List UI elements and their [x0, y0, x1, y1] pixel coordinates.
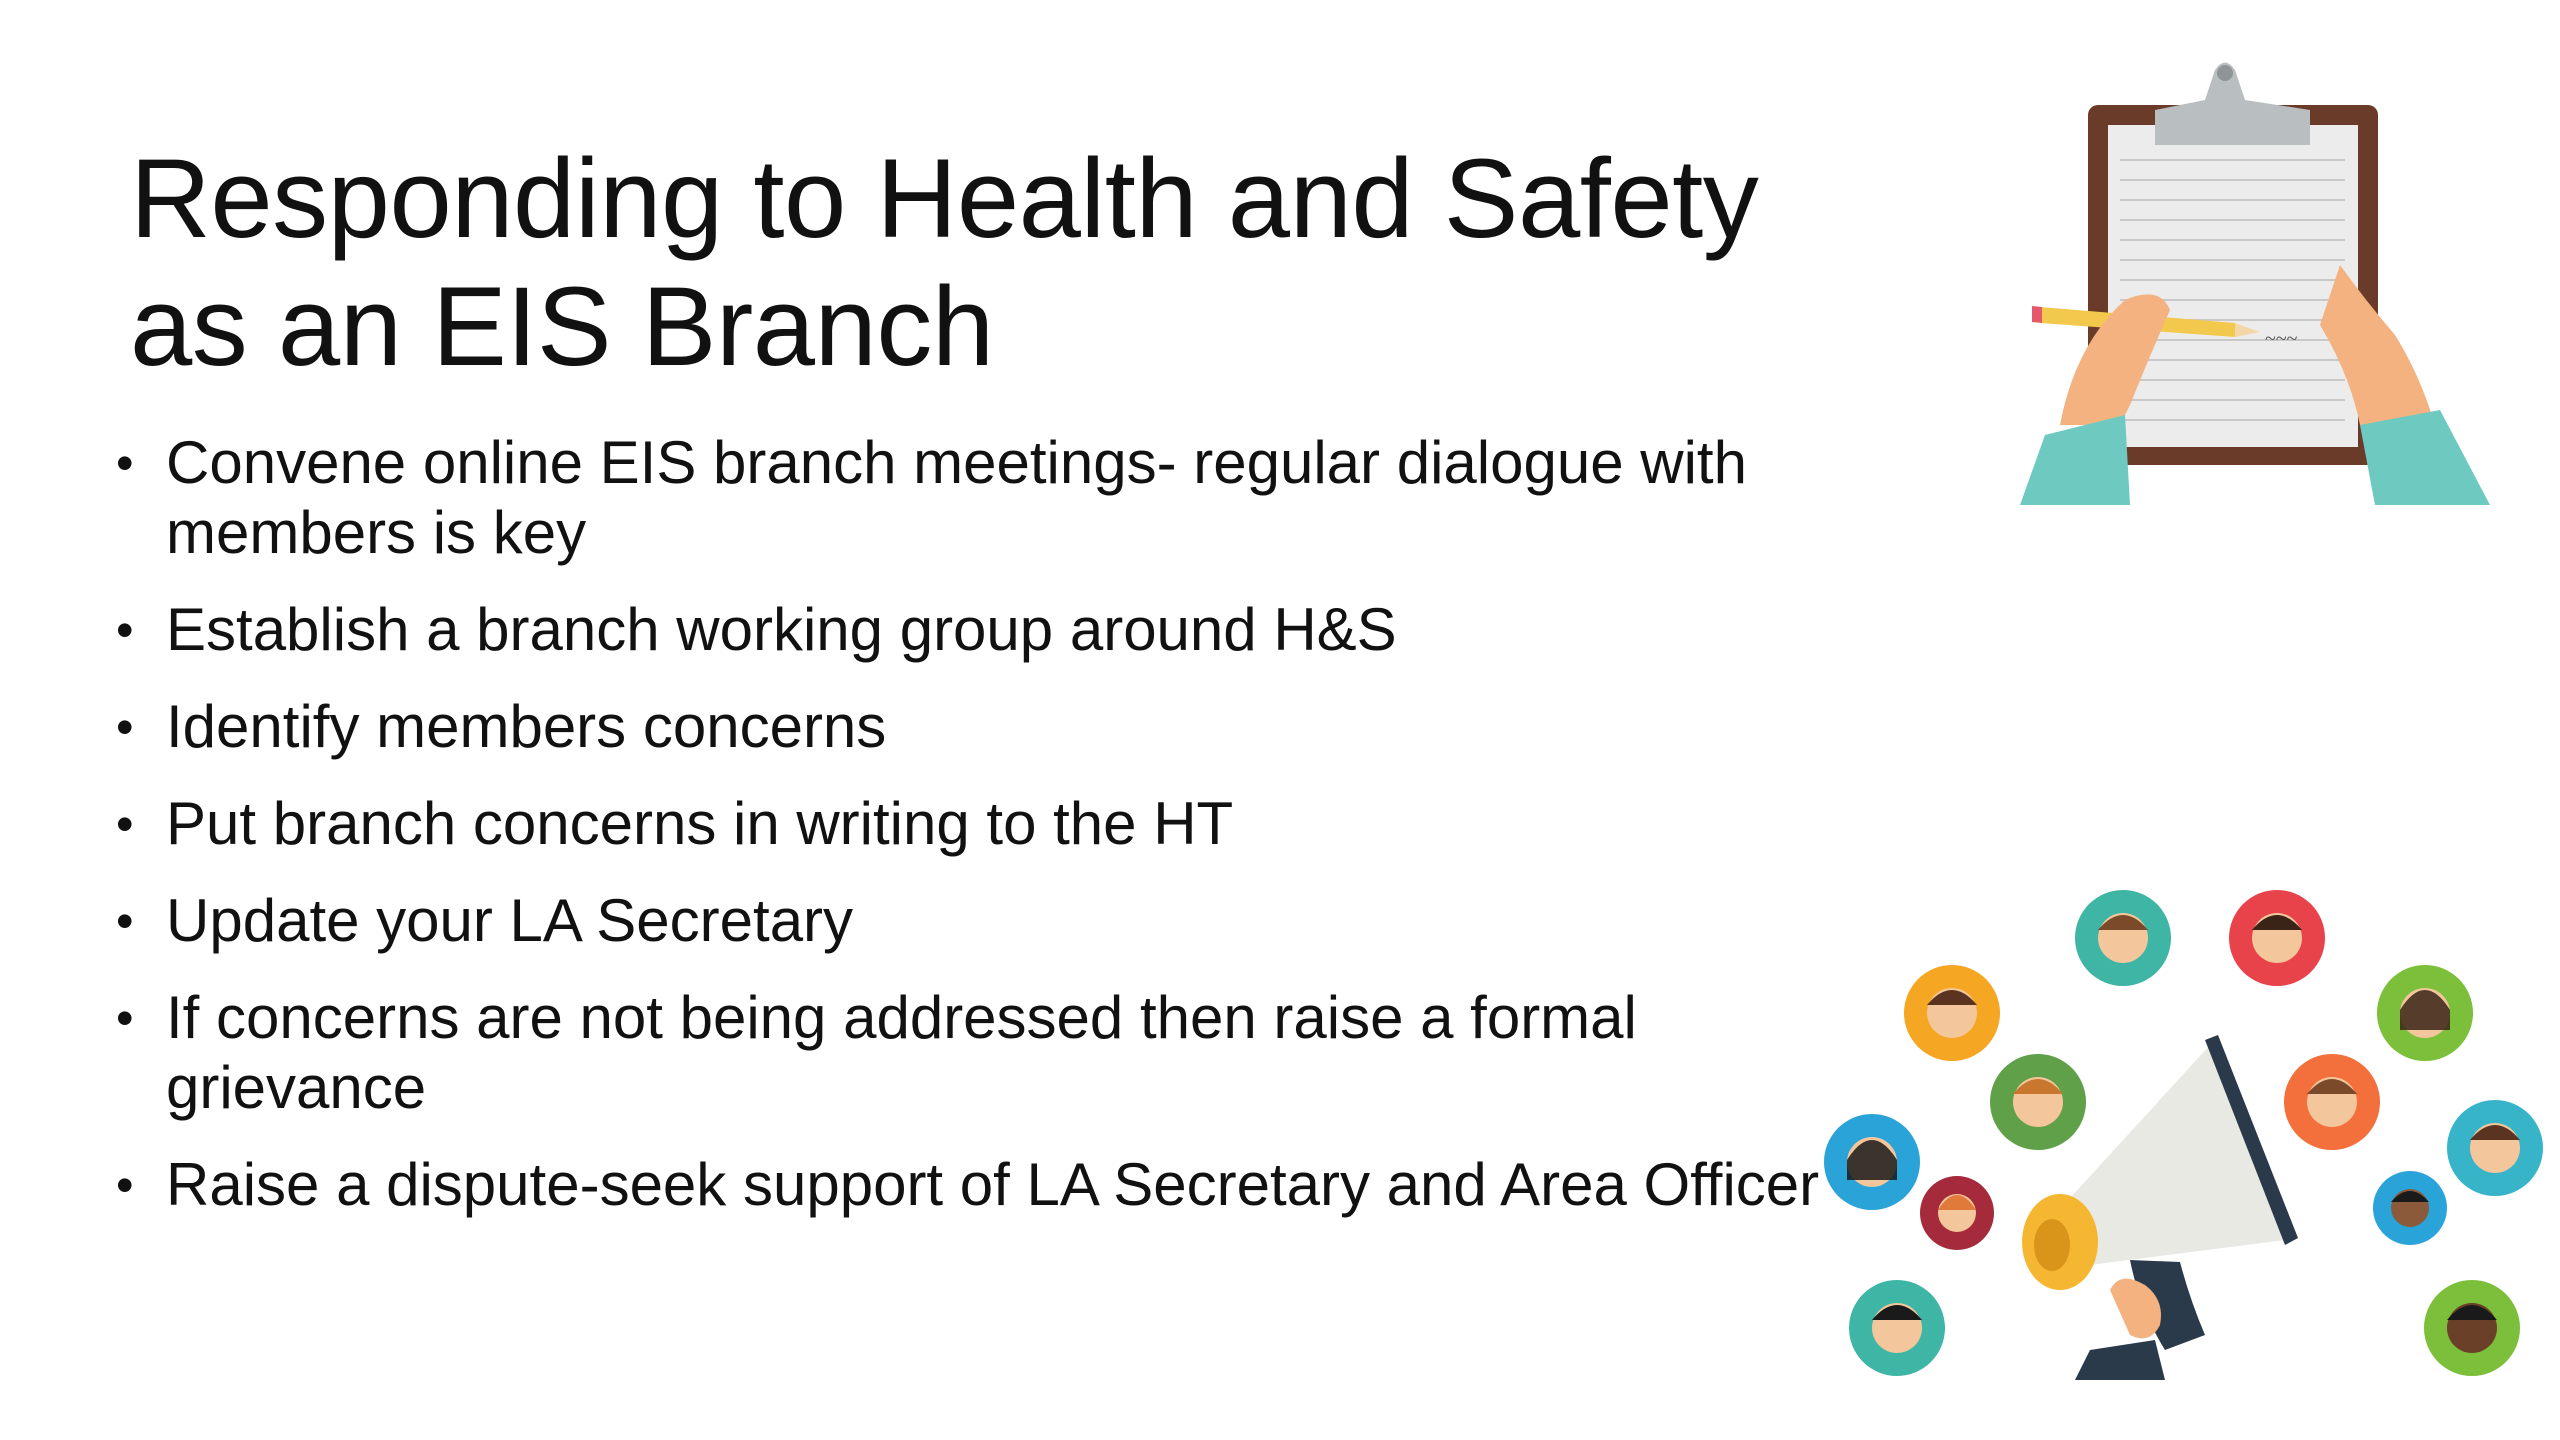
avatar-icon: [2373, 1171, 2447, 1245]
avatar-icon: [2075, 890, 2171, 986]
title-line-2: as an EIS Branch: [130, 264, 994, 389]
bullet-dot: •: [116, 1157, 134, 1213]
bullet-text: Convene online EIS branch meetings- regular dialogue with members is key: [166, 429, 1747, 566]
avatar-icon: [2377, 965, 2473, 1061]
bullet-text: Identify members concerns: [166, 693, 887, 760]
avatar-icon: [1920, 1176, 1994, 1250]
avatar-icon: [1904, 965, 2000, 1061]
bullet-item: [112, 886, 1902, 956]
bullet-dot: •: [116, 893, 134, 949]
bullet-item: [112, 983, 1902, 1123]
avatar-icon: [2447, 1100, 2543, 1196]
bullet-list: [112, 428, 1902, 1247]
bullet-text: Raise a dispute-seek support of LA Secretary and Area Officer: [166, 1151, 1820, 1218]
bullet-dot: •: [116, 602, 134, 658]
slide-title: [130, 135, 1890, 391]
bullet-item: [112, 789, 1902, 859]
title-line-1: Responding to Health and Safety: [130, 136, 1759, 261]
bullet-dot: •: [116, 699, 134, 755]
bullet-dot: •: [116, 796, 134, 852]
clipboard-writing-illustration: [2020, 45, 2490, 510]
bullet-dot: •: [116, 990, 134, 1046]
clipboard-icon: [2088, 63, 2378, 466]
bullet-text: Put branch concerns in writing to the HT: [166, 790, 1234, 857]
avatar-icon: [2229, 890, 2325, 986]
bullet-dot: •: [116, 435, 134, 491]
bullet-text: If concerns are not being addressed then raise a formal grievance: [166, 984, 1637, 1121]
avatar-icon: [2284, 1054, 2380, 1150]
bullet-text: Update your LA Secretary: [166, 887, 854, 954]
bullet-item: [112, 1150, 1902, 1220]
bullet-item: [112, 692, 1902, 762]
avatar-icon: [1849, 1280, 1945, 1376]
bullet-item: [112, 428, 1902, 568]
bullet-text: Establish a branch working group around H&S: [166, 596, 1397, 663]
avatar-icon: [1990, 1054, 2086, 1150]
bullet-item: [112, 595, 1902, 665]
svg-text:~~~: ~~~: [2265, 328, 2298, 350]
avatar-icon: [1824, 1114, 1920, 1210]
avatar-icon: [2424, 1280, 2520, 1376]
megaphone-people-illustration: [1820, 880, 2560, 1380]
